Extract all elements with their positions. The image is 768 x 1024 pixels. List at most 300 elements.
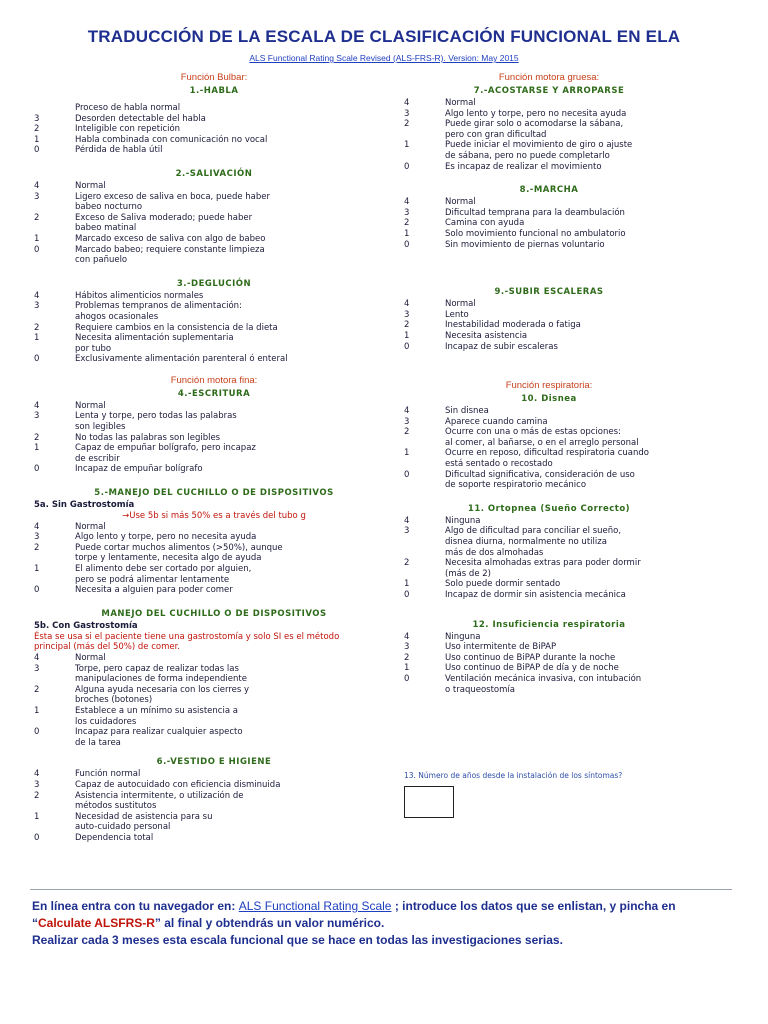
section-title: 1.-HABLA — [189, 86, 239, 96]
score-description: Necesita asistencia — [445, 330, 528, 341]
score-row — [34, 192, 394, 203]
section-title: 7.-ACOSTARSE Y ARROPARSE — [473, 86, 625, 96]
score-description: está sentado o recostado — [445, 459, 553, 470]
score-value: 4 — [404, 631, 410, 642]
score-row — [404, 310, 694, 321]
score-description: broches (botones) — [75, 695, 153, 706]
score-value: 0 — [404, 590, 410, 600]
score-value: 0 — [34, 585, 40, 596]
score-description: Necesita alimentación suplementaria — [75, 333, 234, 344]
score-row — [34, 585, 394, 596]
score-description: Puede cortar muchos alimentos (>50%), aunque — [75, 542, 283, 553]
footer-text: Realizar cada 3 meses esta escala funcional que se hace en todas las investigaciones serias. — [32, 933, 563, 947]
score-value — [404, 569, 445, 580]
footer-text: ; introduce los datos que se enlistan, y pincha en — [391, 899, 676, 913]
score-description: Función normal — [75, 769, 141, 780]
score-row — [34, 344, 394, 355]
score-value — [34, 103, 75, 114]
score-description: babeo matinal — [75, 223, 137, 234]
score-value: 2 — [34, 322, 40, 333]
score-value: 4 — [34, 400, 40, 411]
score-description: Puede girar solo o acomodarse la sábana, — [445, 119, 624, 130]
section-title: 8.-MARCHA — [519, 185, 579, 196]
score-row — [404, 579, 694, 590]
score-value: 3 — [404, 309, 410, 320]
score-value: 1 — [404, 330, 410, 341]
score-value: 3 — [34, 411, 40, 422]
score-value: 1 — [34, 564, 40, 574]
score-row — [34, 223, 394, 234]
score-description: Normal — [445, 98, 476, 108]
score-row — [34, 135, 394, 146]
score-row — [34, 333, 394, 344]
score-value — [34, 717, 75, 728]
score-row — [34, 553, 394, 564]
score-description: Normal — [445, 299, 476, 310]
score-value: 3 — [404, 108, 410, 119]
score-value — [34, 422, 75, 433]
score-description: Uso intermitente de BiPAP — [445, 642, 557, 653]
score-description: pero se podrá alimentar lentamente — [75, 574, 230, 585]
score-value — [404, 480, 445, 491]
score-description: ahogos ocasionales — [75, 311, 159, 322]
footer-text: ” al final y obtendrás un valor numérico. — [154, 916, 385, 930]
score-description: de sábana, pero no puede completarlo — [445, 150, 610, 161]
category-fine-motor: Función motora fina: — [170, 374, 258, 386]
footer-text: En línea entra con tu navegador en: — [32, 899, 239, 913]
score-row — [404, 140, 694, 151]
footer-text: “ — [32, 916, 38, 930]
score-description: Solo puede dormir sentado — [445, 579, 561, 590]
score-row — [404, 197, 694, 208]
score-description: con pañuelo — [75, 255, 128, 266]
section-title: 2.-SALIVACIÓN — [175, 168, 253, 179]
section-title: 11. Ortopnea (Sueño Correcto) — [467, 503, 631, 514]
score-value: 1 — [404, 140, 410, 151]
score-description: Lento — [445, 309, 469, 320]
score-row — [404, 342, 694, 353]
score-value: 1 — [34, 705, 40, 716]
score-row — [34, 255, 394, 266]
score-description: de escribir — [75, 453, 120, 464]
question-13-label: 13. Número de años desde la instalación de los síntomas? — [404, 771, 623, 781]
score-value: 1 — [404, 228, 410, 239]
score-value — [34, 553, 75, 564]
section-title: 3.-DEGLUCIÓN — [176, 278, 252, 289]
score-value — [34, 223, 75, 234]
score-row — [34, 522, 394, 533]
als-scale-link[interactable]: ALS Functional Rating Scale — [238, 899, 392, 913]
score-row — [404, 548, 694, 559]
score-row — [34, 664, 394, 675]
score-value: 2 — [34, 212, 40, 223]
score-description: Algo lento y torpe, pero no necesita ayuda — [445, 108, 627, 119]
score-value — [34, 575, 75, 586]
score-row — [34, 780, 394, 791]
item-list — [404, 516, 694, 601]
score-row — [404, 438, 694, 449]
score-description: Habla combinada con comunicación no vocal — [75, 134, 268, 145]
category-bulbar: Función Bulbar: — [180, 72, 248, 83]
score-value: 3 — [34, 301, 40, 312]
score-row — [34, 443, 394, 454]
score-value — [34, 312, 75, 323]
score-row — [404, 516, 694, 527]
item-list — [404, 406, 694, 491]
score-value: 1 — [34, 811, 40, 822]
score-value — [34, 695, 75, 706]
score-value: 1 — [404, 663, 410, 674]
item-list — [404, 299, 694, 352]
score-value: 2 — [34, 432, 40, 443]
score-value: 3 — [404, 416, 410, 427]
score-value — [34, 454, 75, 465]
score-value: 2 — [34, 684, 40, 695]
score-row — [34, 653, 394, 664]
score-description: son legibles — [75, 422, 126, 433]
score-description: Dependencia total — [75, 832, 154, 843]
score-row — [34, 695, 394, 706]
page-title: TRADUCCIÓN DE LA ESCALA DE CLASIFICACIÓN FUNCIONAL EN ELA — [87, 27, 681, 46]
score-value: 2 — [404, 218, 410, 229]
score-row — [34, 124, 394, 135]
score-description: Normal — [75, 521, 106, 532]
score-value: 0 — [34, 145, 40, 156]
score-value — [404, 130, 445, 141]
score-description: Puede iniciar el movimiento de giro o ajuste — [445, 140, 633, 151]
score-value — [404, 438, 445, 449]
score-row — [34, 812, 394, 823]
score-value — [34, 674, 75, 685]
score-description: de soporte respiratorio mecánico — [445, 480, 587, 491]
score-description: Marcado exceso de saliva con algo de babeo — [75, 233, 266, 244]
score-value: 4 — [404, 197, 410, 208]
score-value: 4 — [404, 406, 410, 417]
subsection-label: 5a. Sin Gastrostomía — [34, 500, 135, 511]
score-row — [34, 822, 394, 833]
score-value: 0 — [34, 727, 40, 738]
score-row — [404, 98, 694, 109]
score-row — [404, 558, 694, 569]
score-description: Problemas tempranos de alimentación: — [75, 301, 242, 312]
score-value: 1 — [34, 443, 40, 454]
score-row — [34, 532, 394, 543]
score-row — [34, 245, 394, 256]
score-row — [404, 470, 694, 481]
score-description: Incapaz de dormir sin asistencia mecánica — [445, 590, 626, 600]
score-value: 2 — [404, 119, 410, 130]
score-row — [34, 234, 394, 245]
score-row — [34, 454, 394, 465]
score-row — [34, 801, 394, 812]
score-value: 4 — [34, 652, 40, 663]
score-value — [34, 738, 75, 749]
score-row — [404, 109, 694, 120]
score-description: Establece a un mínimo su asistencia a — [75, 705, 238, 716]
score-value — [34, 202, 75, 213]
score-row — [404, 685, 694, 696]
score-description: Proceso de habla normal — [75, 103, 181, 113]
score-value: 4 — [404, 98, 410, 108]
score-description: Incapaz para realizar cualquier aspecto — [75, 727, 243, 738]
section-title: 12. Insuficiencia respiratoria — [472, 619, 626, 630]
score-value: 4 — [404, 515, 410, 526]
subsection-label: 5b. Con Gastrostomía — [34, 620, 138, 631]
score-description: Uso continuo de BiPAP de día y de noche — [445, 663, 619, 674]
score-description: Dificultad significativa, consideración de uso — [445, 469, 635, 480]
score-value: 0 — [404, 161, 410, 172]
item-list — [404, 197, 694, 250]
score-value: 2 — [404, 427, 410, 438]
score-description: Capaz de empuñar bolígrafo, pero incapaz — [75, 443, 256, 454]
score-description: Necesidad de asistencia para su — [75, 811, 213, 822]
score-description: Normal — [75, 180, 106, 191]
score-row — [404, 674, 694, 685]
score-description: (más de 2) — [445, 568, 491, 579]
score-description: Normal — [445, 197, 476, 208]
score-description: Alguna ayuda necesaria con los cierres y — [75, 684, 250, 695]
category-respiratory: Función respiratoria: — [505, 380, 593, 392]
score-row — [34, 202, 394, 213]
score-value: 1 — [404, 448, 410, 459]
score-row — [34, 213, 394, 224]
category-gross-motor: Función motora gruesa: — [498, 72, 600, 83]
score-value: 3 — [404, 642, 410, 653]
score-row — [34, 114, 394, 125]
score-value: 2 — [404, 652, 410, 663]
score-description: Ninguna — [445, 515, 481, 526]
item-list — [34, 103, 394, 156]
score-row — [404, 331, 694, 342]
item-list — [34, 401, 394, 475]
score-description: manipulaciones de forma independiente — [75, 674, 247, 685]
item-list — [34, 653, 394, 748]
score-row — [404, 151, 694, 162]
score-value: 1 — [34, 333, 40, 344]
score-row — [34, 464, 394, 475]
score-row — [34, 301, 394, 312]
score-row — [34, 674, 394, 685]
score-description: torpe y lentamente, necesita algo de ayuda — [75, 553, 262, 564]
score-description: Uso continuo de BiPAP durante la noche — [445, 652, 616, 663]
score-value: 0 — [404, 239, 410, 250]
score-description: Ventilación mecánica invasiva, con intubación — [445, 673, 642, 684]
item-list — [34, 522, 394, 596]
footer-divider — [30, 889, 732, 890]
score-description: auto-cuidado personal — [75, 822, 171, 833]
score-value: 0 — [404, 341, 410, 352]
score-row — [34, 291, 394, 302]
score-row — [404, 448, 694, 459]
calculate-label: Calculate ALSFRS-R — [38, 916, 155, 930]
score-description: pero con gran dificultad — [445, 129, 547, 140]
score-row — [34, 706, 394, 717]
score-description: por tubo — [75, 343, 112, 354]
score-description: Necesita a alguien para poder comer — [75, 585, 233, 596]
item-list — [404, 632, 694, 696]
score-description: Incapaz de subir escaleras — [445, 341, 558, 352]
score-row — [34, 401, 394, 412]
section-title: 4.-ESCRITURA — [177, 388, 251, 399]
score-row — [34, 433, 394, 444]
score-row — [34, 543, 394, 554]
score-row — [34, 833, 394, 844]
left-column — [34, 70, 394, 843]
usage-note: →Use 5b si más 50% es a través del tubo g — [122, 511, 306, 522]
score-row — [34, 717, 394, 728]
section-title: 10. Disnea — [521, 394, 577, 405]
score-row — [404, 642, 694, 653]
item-list — [34, 769, 394, 843]
score-value — [404, 548, 445, 559]
score-description: Desorden detectable del habla — [75, 113, 206, 124]
score-description: El alimento debe ser cortado por alguien, — [75, 564, 252, 574]
score-description: Normal — [75, 652, 106, 663]
score-description: babeo nocturno — [75, 202, 143, 213]
score-value: 3 — [34, 191, 40, 202]
footer-instructions — [32, 898, 752, 949]
score-row — [34, 354, 394, 365]
score-description: Asistencia intermitente, o utilización de — [75, 790, 244, 801]
score-value: 3 — [34, 532, 40, 543]
score-value: 3 — [34, 113, 40, 124]
score-description: Incapaz de empuñar bolígrafo — [75, 464, 203, 475]
score-value: 4 — [34, 180, 40, 191]
score-row — [404, 320, 694, 331]
score-description: Sin movimiento de piernas voluntario — [445, 239, 605, 250]
score-description: Lenta y torpe, pero todas las palabras — [75, 411, 237, 422]
score-value — [404, 537, 445, 548]
section-title: 6.-VESTIDO E HIGIENE — [156, 757, 272, 768]
score-value: 4 — [34, 521, 40, 532]
score-row — [404, 537, 694, 548]
right-column — [404, 70, 694, 818]
score-row — [404, 569, 694, 580]
score-row — [404, 218, 694, 229]
score-description: Es incapaz de realizar el movimiento — [445, 161, 602, 172]
score-row — [404, 240, 694, 251]
score-description: Inteligible con repetición — [75, 124, 181, 135]
score-description: Ligero exceso de saliva en boca, puede haber — [75, 191, 271, 202]
score-row — [34, 411, 394, 422]
score-row — [34, 181, 394, 192]
score-description: Torpe, pero capaz de realizar todas las — [75, 663, 239, 674]
score-value: 0 — [404, 469, 410, 480]
score-value — [34, 344, 75, 355]
score-row — [404, 130, 694, 141]
score-row — [404, 162, 694, 173]
score-description: Algo lento y torpe, pero no necesita ayuda — [75, 532, 257, 543]
score-row — [34, 422, 394, 433]
score-description: Pérdida de habla útil — [75, 145, 163, 156]
usage-note: principal (más del 50%) de comer. — [34, 642, 181, 653]
score-row — [34, 564, 394, 575]
section-title: 5.-MANEJO DEL CUCHILLO O DE DISPOSITIVOS — [94, 488, 334, 499]
score-value: 0 — [34, 464, 40, 475]
score-value: 4 — [404, 299, 410, 310]
score-description: Hábitos alimenticios normales — [75, 290, 204, 301]
score-description: Ocurre con una o más de estas opciones: — [445, 427, 621, 438]
score-description: Inestabilidad moderada o fatiga — [445, 320, 581, 331]
score-value: 0 — [34, 832, 40, 843]
score-row — [34, 727, 394, 738]
score-description: No todas las palabras son legibles — [75, 432, 221, 443]
subtitle-link[interactable]: ALS Functional Rating Scale Revised (ALS-FRS-R). Version: May 2015 — [249, 53, 519, 63]
score-value: 0 — [404, 673, 410, 684]
score-row — [404, 480, 694, 491]
score-value: 1 — [34, 233, 40, 244]
score-value: 0 — [34, 244, 40, 255]
score-value — [34, 822, 75, 833]
score-value: 3 — [34, 779, 40, 790]
score-row — [34, 145, 394, 156]
score-value: 2 — [34, 790, 40, 801]
score-description: métodos sustitutos — [75, 801, 157, 812]
score-row — [404, 229, 694, 240]
score-description: disnea diurna, normalmente no utiliza — [445, 537, 607, 548]
item-list — [34, 181, 394, 266]
score-description: Exceso de Saliva moderado; puede haber — [75, 212, 253, 223]
score-description: Ninguna — [445, 631, 481, 642]
score-description: los cuidadores — [75, 716, 137, 727]
item-list — [34, 291, 394, 365]
score-row — [404, 119, 694, 130]
score-value: 1 — [34, 134, 40, 145]
score-row — [404, 653, 694, 664]
score-row — [34, 685, 394, 696]
score-description: Exclusivamente alimentación parenteral ó enteral — [75, 354, 288, 365]
score-description: más de dos almohadas — [445, 547, 544, 558]
score-value — [404, 685, 445, 696]
score-description: Capaz de autocuidado con eficiencia disminuida — [75, 779, 281, 790]
score-value: 2 — [34, 542, 40, 553]
score-value: 3 — [34, 663, 40, 674]
score-value: 2 — [404, 320, 410, 331]
score-description: Aparece cuando camina — [445, 416, 548, 427]
section-title: 9.-SUBIR ESCALERAS — [494, 287, 604, 298]
score-description: Necesita almohadas extras para poder dormir — [445, 558, 641, 569]
score-value: 1 — [404, 579, 410, 590]
score-description: Normal — [75, 400, 106, 411]
score-description: al comer, al bañarse, o en el arreglo personal — [445, 437, 639, 448]
score-row — [404, 299, 694, 310]
score-description: Solo movimiento funcional no ambulatorio — [445, 228, 626, 239]
score-row — [404, 406, 694, 417]
score-description: Sin disnea — [445, 406, 489, 417]
score-row — [404, 526, 694, 537]
score-value — [404, 459, 445, 470]
section-title: MANEJO DEL CUCHILLO O DE DISPOSITIVOS — [101, 608, 327, 619]
score-description: de la tarea — [75, 737, 121, 748]
score-row — [34, 791, 394, 802]
score-value — [404, 151, 445, 162]
score-description: Dificultad temprana para la deambulación — [445, 207, 625, 218]
score-value: 4 — [34, 769, 40, 780]
usage-note: Ésta se usa si el paciente tiene una gastrostomía y solo SI es el método — [34, 631, 340, 642]
score-row — [34, 103, 394, 114]
score-value: 3 — [404, 207, 410, 218]
answer-input-box[interactable] — [404, 786, 454, 818]
score-row — [34, 575, 394, 586]
score-description: Marcado babeo; requiere constante limpieza — [75, 244, 265, 255]
score-row — [34, 312, 394, 323]
score-row — [404, 427, 694, 438]
score-description: Camina con ayuda — [445, 218, 525, 229]
score-row — [34, 738, 394, 749]
score-value: 4 — [34, 290, 40, 301]
score-row — [404, 590, 694, 601]
item-list — [404, 98, 694, 172]
